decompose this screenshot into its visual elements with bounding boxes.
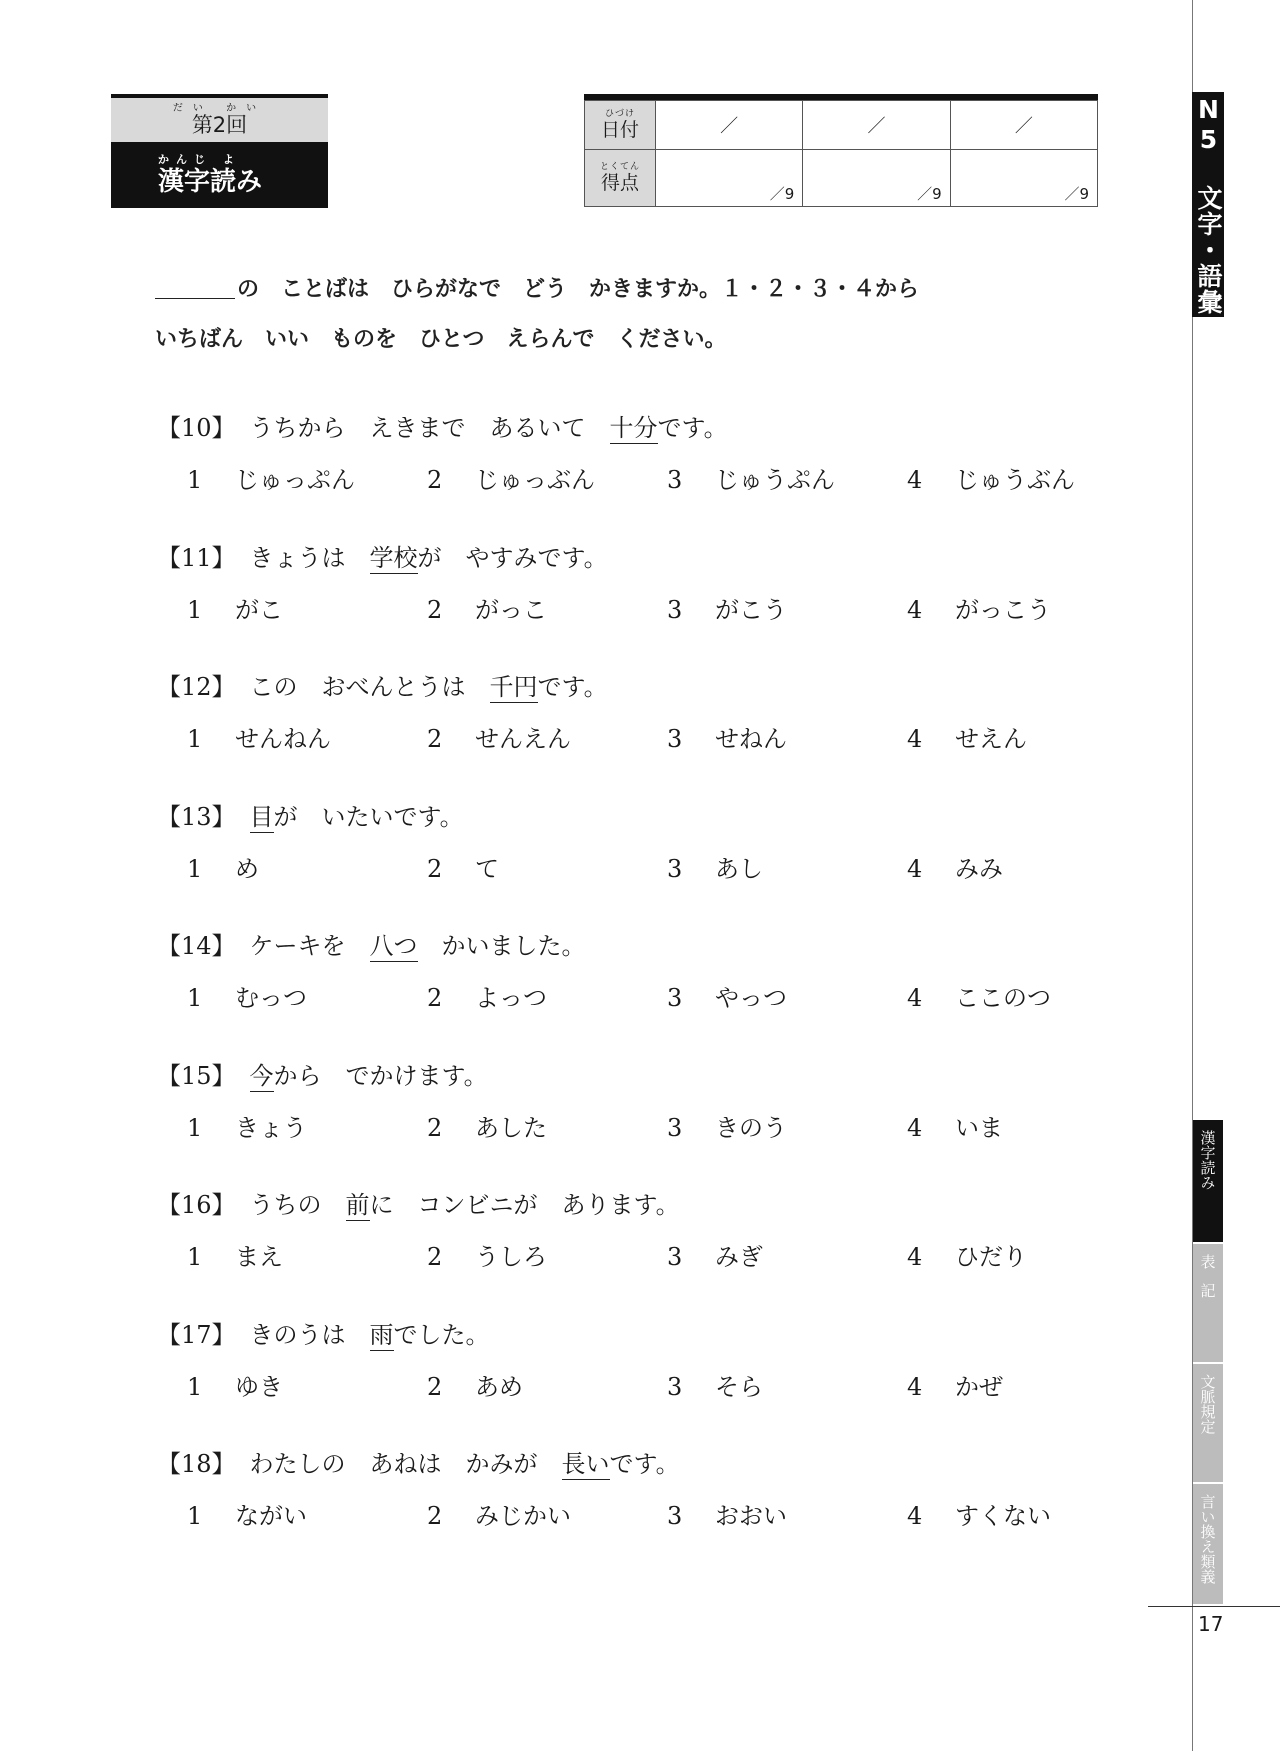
answer-option[interactable] — [187, 1367, 283, 1407]
score-cell-2[interactable]: ／9 — [803, 150, 950, 207]
date-ruby: ひづけ — [604, 109, 635, 119]
question-number: 【17】 — [157, 1320, 236, 1349]
score-table — [584, 94, 1098, 207]
option-text: がっこう — [955, 595, 1051, 624]
option-number: 2 — [427, 1243, 443, 1271]
answer-options — [157, 460, 1087, 500]
round-header — [111, 94, 328, 142]
option-text: すくない — [955, 1502, 1051, 1530]
answer-option[interactable] — [427, 719, 571, 759]
instructions-text-2: いちばん いい ものを ひとつ えらんで ください。 — [155, 327, 727, 352]
answer-option[interactable] — [907, 460, 1075, 500]
round-ruby: だい かい — [172, 103, 267, 114]
question-sentence — [157, 538, 1087, 578]
option-number: 2 — [427, 595, 443, 624]
answer-option[interactable] — [907, 1496, 1051, 1536]
answer-option[interactable] — [907, 590, 1051, 630]
question-number: 【18】 — [157, 1450, 236, 1478]
option-text: うしろ — [475, 1243, 547, 1271]
date-label: 日付 — [600, 119, 639, 141]
answer-option[interactable] — [907, 1108, 1003, 1148]
option-text: ゆき — [235, 1372, 283, 1401]
score-cell-3[interactable]: ／9 — [950, 150, 1097, 207]
question-target-word: 長い — [561, 1450, 610, 1478]
question-sentence — [157, 1315, 1087, 1355]
option-number: 3 — [667, 595, 683, 624]
answer-options — [157, 1496, 1087, 1536]
date-cell-1[interactable]: ／ — [656, 101, 803, 150]
round-label: 第2回 — [191, 113, 248, 137]
option-text: ながい — [235, 1502, 307, 1530]
option-text: よっつ — [475, 984, 547, 1012]
answer-option[interactable] — [907, 1237, 1027, 1277]
option-number: 3 — [667, 1502, 683, 1530]
option-number: 2 — [427, 1113, 443, 1142]
option-number: 4 — [907, 1372, 923, 1401]
option-number: 4 — [907, 984, 923, 1012]
answer-option[interactable] — [427, 590, 547, 630]
option-text: せえん — [955, 725, 1027, 753]
answer-option[interactable] — [427, 1496, 571, 1536]
question-text-after: に コンビニが あります。 — [369, 1191, 680, 1219]
answer-option[interactable] — [187, 590, 283, 630]
option-text: おおい — [715, 1502, 787, 1530]
page-number: 17 — [1198, 1612, 1224, 1636]
question-target-word: 雨 — [369, 1320, 394, 1349]
option-number: 4 — [907, 1243, 923, 1271]
answer-option[interactable] — [667, 460, 835, 500]
section-ruby: かんじ よ — [158, 152, 241, 166]
option-number: 1 — [187, 984, 203, 1012]
instructions-line-1 — [155, 265, 1105, 315]
date-header — [585, 101, 656, 150]
instructions — [155, 265, 1105, 365]
question-sentence — [157, 667, 1087, 707]
option-number: 2 — [427, 854, 443, 883]
option-number: 1 — [187, 1243, 203, 1271]
option-text: そら — [715, 1372, 763, 1401]
question-item — [157, 1444, 1087, 1536]
answer-option[interactable] — [667, 1367, 763, 1407]
option-text: じゅうぶん — [955, 466, 1075, 494]
page-number-rule — [1148, 1606, 1280, 1607]
option-number: 1 — [187, 595, 203, 624]
question-item — [157, 926, 1087, 1018]
option-text: せねん — [715, 725, 787, 753]
question-sentence — [157, 797, 1087, 837]
question-text-after: でした。 — [393, 1320, 490, 1349]
question-item — [157, 1315, 1087, 1407]
option-number: 4 — [907, 1113, 923, 1142]
answer-option[interactable] — [187, 460, 355, 500]
answer-option[interactable] — [667, 1496, 787, 1536]
answer-option[interactable] — [667, 590, 787, 630]
option-number: 3 — [667, 725, 683, 753]
option-text: じゅっぶん — [475, 466, 595, 494]
option-number: 2 — [427, 1502, 443, 1530]
option-text: きのう — [715, 1113, 787, 1142]
answer-options — [157, 1108, 1087, 1148]
question-text-before: うちの — [249, 1191, 346, 1219]
option-number: 2 — [427, 466, 443, 494]
answer-option[interactable] — [907, 719, 1027, 759]
option-number: 4 — [907, 725, 923, 753]
answer-option[interactable] — [427, 978, 547, 1018]
option-text: て — [475, 854, 499, 883]
question-number: 【10】 — [157, 414, 236, 442]
answer-options — [157, 849, 1087, 889]
answer-option[interactable] — [667, 1108, 787, 1148]
question-text-after: です。 — [657, 414, 728, 442]
answer-option[interactable] — [427, 460, 595, 500]
question-item — [157, 1056, 1087, 1148]
question-target-word: 学校 — [369, 543, 418, 572]
option-text: みぎ — [715, 1243, 763, 1271]
answer-option[interactable] — [187, 719, 331, 759]
answer-option[interactable] — [427, 1367, 523, 1407]
question-target-word: 目 — [249, 802, 274, 831]
question-text-after: です。 — [537, 673, 608, 701]
option-number: 3 — [667, 854, 683, 883]
option-text: せんえん — [475, 725, 571, 753]
answer-options — [157, 719, 1087, 759]
option-text: まえ — [235, 1243, 283, 1271]
option-text: め — [235, 854, 259, 883]
section-header — [111, 142, 328, 208]
answer-option[interactable] — [667, 978, 787, 1018]
question-number: 【14】 — [157, 932, 236, 960]
section-title: 漢字読み — [158, 166, 263, 197]
option-number: 1 — [187, 1372, 203, 1401]
question-item — [157, 538, 1087, 630]
option-number: 4 — [907, 854, 923, 883]
tab-context[interactable]: 文脈規定 — [1193, 1364, 1223, 1482]
answer-option[interactable] — [187, 1108, 307, 1148]
answer-option[interactable] — [187, 1237, 283, 1277]
option-text: やっつ — [715, 984, 787, 1012]
option-number: 3 — [667, 984, 683, 1012]
option-text: あした — [475, 1113, 547, 1142]
option-number: 3 — [667, 1113, 683, 1142]
answer-options — [157, 1237, 1087, 1277]
answer-options — [157, 590, 1087, 630]
tab-orthography[interactable]: 表記 — [1193, 1244, 1223, 1362]
option-text: がこう — [715, 595, 787, 624]
date-cell-3[interactable]: ／ — [950, 101, 1097, 150]
option-text: いま — [955, 1113, 1003, 1142]
option-text: じゅっぷん — [235, 466, 355, 494]
question-target-word: 八つ — [369, 932, 418, 960]
option-number: 1 — [187, 1502, 203, 1530]
question-text-before: この おべんとうは — [249, 673, 490, 701]
level-tab: N5 文字・語彙 — [1192, 92, 1224, 317]
option-text: むっつ — [235, 984, 307, 1012]
option-text: みじかい — [475, 1502, 571, 1530]
option-number: 1 — [187, 466, 203, 494]
answer-option[interactable] — [907, 849, 1003, 889]
option-text: みみ — [955, 854, 1003, 883]
score-header — [585, 150, 656, 207]
option-number: 3 — [667, 1243, 683, 1271]
question-text-before: うちから えきまで あるいて — [249, 414, 610, 442]
option-number: 4 — [907, 466, 923, 494]
question-target-word: 今 — [249, 1061, 274, 1090]
question-target-word: 千円 — [489, 673, 538, 701]
question-number: 【12】 — [157, 673, 236, 701]
option-text: ここのつ — [955, 984, 1051, 1012]
option-text: がこ — [235, 595, 283, 624]
question-item — [157, 797, 1087, 889]
answer-option[interactable] — [907, 1367, 1003, 1407]
option-number: 4 — [907, 595, 923, 624]
answer-option[interactable] — [667, 849, 763, 889]
question-text-before: わたしの あねは かみが — [249, 1450, 562, 1478]
question-text-after: が やすみです。 — [417, 543, 608, 572]
answer-option[interactable] — [187, 1496, 307, 1536]
question-number: 【15】 — [157, 1061, 236, 1090]
question-item — [157, 1185, 1087, 1277]
option-text: せんねん — [235, 725, 331, 753]
question-target-word: 十分 — [609, 414, 658, 442]
question-sentence — [157, 408, 1087, 448]
question-text-after: です。 — [609, 1450, 680, 1478]
option-number: 2 — [427, 1372, 443, 1401]
tab-paraphrase[interactable]: 言い換え類義 — [1193, 1484, 1223, 1604]
answer-option[interactable] — [187, 978, 307, 1018]
option-text: きょう — [235, 1113, 307, 1142]
question-sentence — [157, 1444, 1087, 1484]
question-sentence — [157, 926, 1087, 966]
question-text-before: ケーキを — [249, 932, 370, 960]
answer-option[interactable] — [907, 978, 1051, 1018]
option-number: 2 — [427, 984, 443, 1012]
option-number: 1 — [187, 725, 203, 753]
question-target-word: 前 — [345, 1191, 370, 1219]
option-number: 1 — [187, 1113, 203, 1142]
question-sentence — [157, 1185, 1087, 1225]
answer-options — [157, 1367, 1087, 1407]
tab-kanji-reading[interactable]: 漢字読み — [1193, 1120, 1223, 1242]
answer-options — [157, 978, 1087, 1018]
option-text: あし — [715, 854, 763, 883]
question-number: 【16】 — [157, 1191, 236, 1219]
option-number: 2 — [427, 725, 443, 753]
question-item — [157, 667, 1087, 759]
blank-underline — [155, 298, 235, 299]
question-number: 【11】 — [157, 543, 236, 572]
question-item — [157, 408, 1087, 500]
question-text-after: かいました。 — [417, 932, 586, 960]
option-text: かぜ — [955, 1372, 1003, 1401]
score-ruby: とくてん — [599, 162, 640, 172]
option-text: ひだり — [955, 1243, 1027, 1271]
date-cell-2[interactable]: ／ — [803, 101, 950, 150]
option-text: あめ — [475, 1372, 523, 1401]
question-text-before: きのうは — [249, 1320, 370, 1349]
answer-option[interactable] — [187, 849, 259, 889]
question-sentence — [157, 1056, 1087, 1096]
question-text-after: から でかけます。 — [273, 1061, 488, 1090]
answer-option[interactable] — [427, 849, 499, 889]
question-number: 【13】 — [157, 802, 236, 831]
title-block — [111, 94, 328, 208]
answer-option[interactable] — [427, 1108, 547, 1148]
option-number: 4 — [907, 1502, 923, 1530]
score-label: 得点 — [600, 172, 639, 194]
question-text-before: きょうは — [249, 543, 370, 572]
option-text: がっこ — [475, 595, 547, 624]
option-text: じゅうぷん — [715, 466, 835, 494]
question-text-after: が いたいです。 — [273, 802, 464, 831]
answer-option[interactable] — [667, 719, 787, 759]
score-cell-1[interactable]: ／9 — [656, 150, 803, 207]
option-number: 1 — [187, 854, 203, 883]
option-number: 3 — [667, 1372, 683, 1401]
answer-option[interactable] — [427, 1237, 547, 1277]
instructions-text-1: の ことばは ひらがなで どう かきますか。１・２・３・４から — [237, 277, 920, 302]
answer-option[interactable] — [667, 1237, 763, 1277]
option-number: 3 — [667, 466, 683, 494]
